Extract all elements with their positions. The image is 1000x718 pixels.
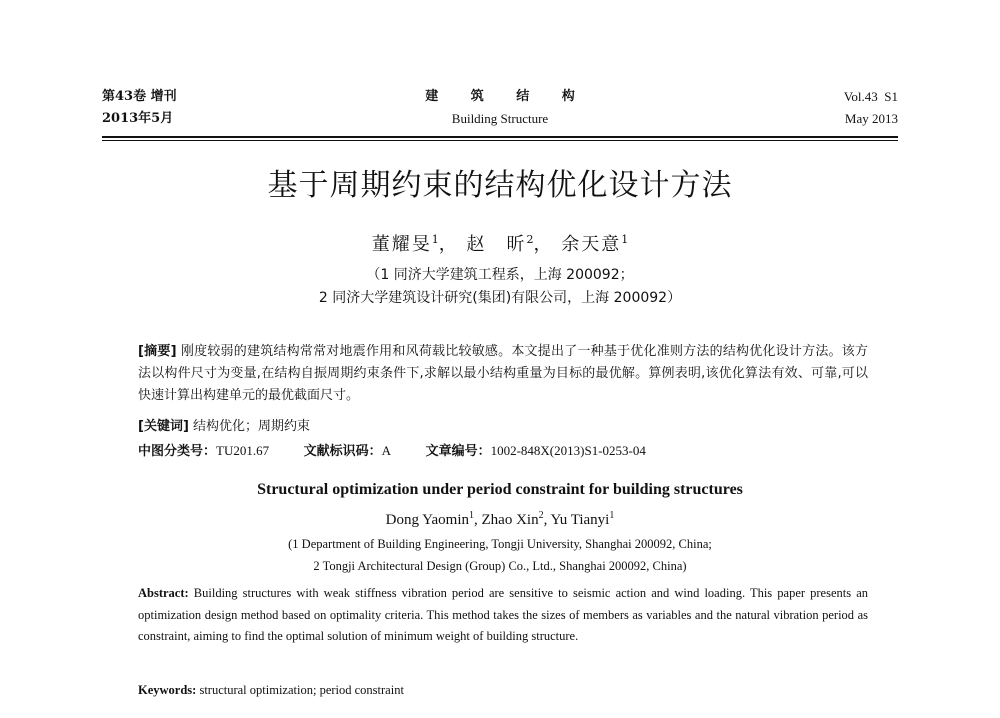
author-en: Yu Tianyi [550,512,610,528]
affiliation-line: （1 同济大学建筑工程系，上海 200092； [366,267,634,283]
running-header-left [102,86,177,130]
affiliation-line: 2 Tongji Architectural Design (Group) Co., Ltd., Shanghai 200092, China) [313,559,687,573]
abstract-text-cn: 刚度较弱的建筑结构常常对地震作用和风荷载比较敏感。本文提出了一种基于优化准则方法的结构优化设计方法。该方法以构件尺寸为变量,在结构自振周期约束条件下,求解以最小结构重量为目标的最优解。算例表明,该优化算法有效、可靠,可以快速计算出构建单元的最优截面尺寸。 [138,344,868,403]
keywords-en [138,679,868,701]
clc-label: 中图分类号： [138,444,217,459]
author-affil-mark: 1 [609,510,615,521]
author-cn: 余天意 [561,234,622,255]
volume-cn: 第43卷 增刊 [102,89,177,104]
doc-code-label: 文献标识码： [303,444,382,459]
running-header-center [380,86,620,130]
journal-name-cn: 建 筑 结 构 [425,89,589,104]
keywords-label-en: Keywords: [138,683,197,697]
running-header-right [844,86,898,130]
abstract-en [138,583,868,648]
date-en: May 2013 [844,111,898,126]
author-cn: 董耀旻 [371,234,432,255]
author-affil-mark: 1 [431,233,439,246]
paper-title-en: Structural optimization under period constraint for building structures [257,481,743,498]
journal-name-en: Building Structure [451,111,549,126]
keywords-cn [138,416,868,438]
author-cn: 赵 昕 [466,234,527,255]
classification-line [138,440,878,463]
authors-cn: 董耀旻$^1$， 赵 昕$^2$， 余天意$^1$ [371,233,629,255]
affiliations-cn [0,264,1000,310]
header-rule-thick [102,136,898,138]
affiliation-line: (1 Department of Building Engineering, Tongji University, Shanghai 200092, China; [288,537,712,551]
clc-value: TU201.67 [216,443,270,458]
volume-en: Vol.43 S1 [843,89,898,104]
article-no-label: 文章编号： [425,444,491,459]
abstract-label-cn: [摘要] [138,344,177,359]
author-affil-mark: 2 [526,233,534,246]
article-no-value: 1002-848X(2013)S1-0253-04 [490,443,646,458]
authors-en: Dong Yaomin$^1$, Zhao Xin$^2$, Yu Tianyi$^1$ [385,510,615,528]
abstract-text-en: Building structures with weak stiffness vibration period are sensitive to seismic action and wind loading. This paper presents an optimization design method based on optimality criteria. This method takes the sizes of members as variables and the natural vibration period as constraint, aiming to find the optimal solution of minimum weight of building structure. [138,586,868,643]
keywords-text-en: structural optimization; period constraint [199,683,404,697]
paper-title-cn: 基于周期约束的结构优化设计方法 [267,168,733,203]
keywords-label-cn: [关键词] [138,419,189,434]
author-en: Zhao Xin [481,512,539,528]
abstract-label-en: Abstract: [138,586,189,600]
date-cn: 2013年5月 [102,111,174,126]
author-affil-mark: 1 [469,510,475,521]
keywords-text-cn: 结构优化；周期约束 [193,419,311,434]
author-en: Dong Yaomin [385,512,470,528]
author-affil-mark: 2 [538,510,544,521]
header-rule-thin [102,140,898,141]
affiliations-en [0,533,1000,577]
doc-code-value: A [381,443,392,458]
abstract-cn [138,341,868,407]
affiliation-line: 2 同济大学建筑设计研究(集团)有限公司，上海 200092） [318,290,682,306]
author-affil-mark: 1 [621,233,629,246]
